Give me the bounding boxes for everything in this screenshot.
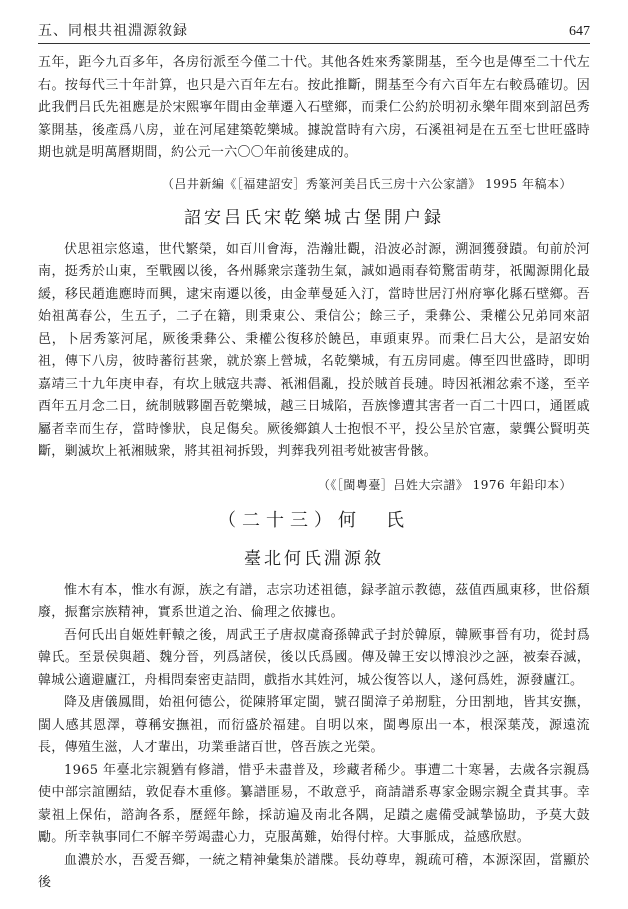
running-header [38, 18, 590, 44]
article-paragraph: 伏思祖宗悠遠，世代繁榮，如百川會海，浩瀚壯觀，沿波必討源，溯洄獲發蹟。旬前於河南，挺秀於山東，至戰國以後，各州縣衆宗蓬勃生氣，誠如過雨春筍驚雷萌芽，祇闖源開化最緩，移民趙進應時而興，逮宋南遷以後，由金華曼延入汀，當時世居汀州府寧化縣石壁鄉。吾始祖萬春公，生五子，二子在籍，則秉東公、秉信公；餘三子，秉彝公、秉權公兄弟同來詔邑，卜居秀篆河尾，厥後秉彝公、秉權公復移於饒邑，車頭東界。而秉仁吕大公，是詔安始祖，傳下八房，彼時蕃衍甚衆，就於寨上營城，名乾樂城，有五房同處。傳至四世盛時，即明嘉靖三十九年庚申春，有坎上賊寇共壽、衹湘倡亂，投於賊首長璉。時因衹湘忿索不遂，至辛酉年五月念二日，統制賊夥圍吾乾樂城，越三日城陷，吾族慘遭其害者一百二十四口，通匿戚屬者幸而生存，當時慘狀，良足傷矣。厥後鄉鎮人士抱恨不平，投公呈於官憲，蒙龔公賢明英斷，剿滅坎上衹湘賊衆，將其祖祠拆毁，判葬我列祖考妣被害骨骸。 [38, 241, 590, 459]
source-citation: （《［閩粵臺］吕姓大宗譜》 1976 年鉛印本） [317, 477, 572, 492]
continued-paragraph: 五年，距今九百多年，各房衍派至今僅二十代。其他各姓來秀篆開基，至今也是傳至二十代左右。按每代三十年計算，也只是六百年左右。按此推斷，開基至今有六百年左右較爲確切。因此我們吕氏先祖應是於宋熙寧年間由金華遷入石壁鄉，而秉仁公約於明初永樂年間來到詔邑秀篆開基，後產爲八房，並在河尾建築乾樂城。據說當時有六房，石溪祖祠是在五至七世旺盛時期也就是明萬曆期間，約公元一六〇〇年前後建成的。 [38, 55, 590, 160]
article-paragraph: 血濃於水，吾愛吾鄉，一統之精神彙集於譜牒。長幼尊卑，親疏可稽，本源深固，當顯於後 [38, 852, 590, 890]
page-content [38, 52, 590, 895]
header-title: 五、同根共祖淵源敘録 [38, 23, 188, 39]
article-title: 臺北何氏淵源敘 [244, 548, 384, 569]
source-citation: （吕井新編《［福建詔安］秀篆河美吕氏三房十六公家譜》 1995 年稿本） [161, 176, 572, 191]
article-paragraph: 降及唐儀鳳間，始祖何德公，從陳將軍定閩，號召閩漳子弟剏駐，分田割地，皆其安撫，閩人感其恩澤，尊稱安撫祖，而衍盛於福建。自明以來，閩粵原出一本，根深葉茂，源遠流長，傳殖生滋，人才輩出，功業垂諸百世，啓吾族之光榮。 [38, 695, 590, 755]
article-title: 詔安吕氏宋乾樂城古堡開户録 [184, 207, 444, 228]
article-paragraph: 1965 年臺北宗親猶有修譜，惜乎未盡普及，珍藏者稀少。事遭二十寒暑，去歲各宗親爲使中部宗誼團結，敦促春木重修。纂譜匪易，不敢意乎，商請譜系專家金賜宗親全責其事。幸蒙祖上保佑，諮詢各系，歷經年餘，採訪遍及南北各隅，足蹟之處備受誠摯協助，予莫大鼓勵。所幸執事同仁不解辛勞竭盡心力，克服萬難，始得付梓。大事脈成，益感欣慰。 [38, 762, 590, 845]
page-number: 647 [569, 24, 590, 39]
article-paragraph: 吾何氏出自姬姓軒轅之後，周武王子唐叔虞裔孫韓武子封於韓原，韓厥事晉有功，從封爲韓氏。至景侯與趙、魏分晉，列爲諸侯，後以氏爲國。傳及韓王安以博浪沙之誣，被秦吞滅，韓城公適避廬江，舟楫問秦密吏詰問，戲指水其姓河，城公復答以人，遂何爲姓，源發廬江。 [38, 627, 590, 688]
article-paragraph: 惟木有本，惟水有源，族之有譜，志宗功述祖德，録孝誼示教德，茲值西風東移，世俗頹廢，振奮宗族精神，實系世道之治、倫理之依據也。 [38, 582, 590, 620]
section-heading: （二十三）何 氏 [218, 509, 410, 531]
